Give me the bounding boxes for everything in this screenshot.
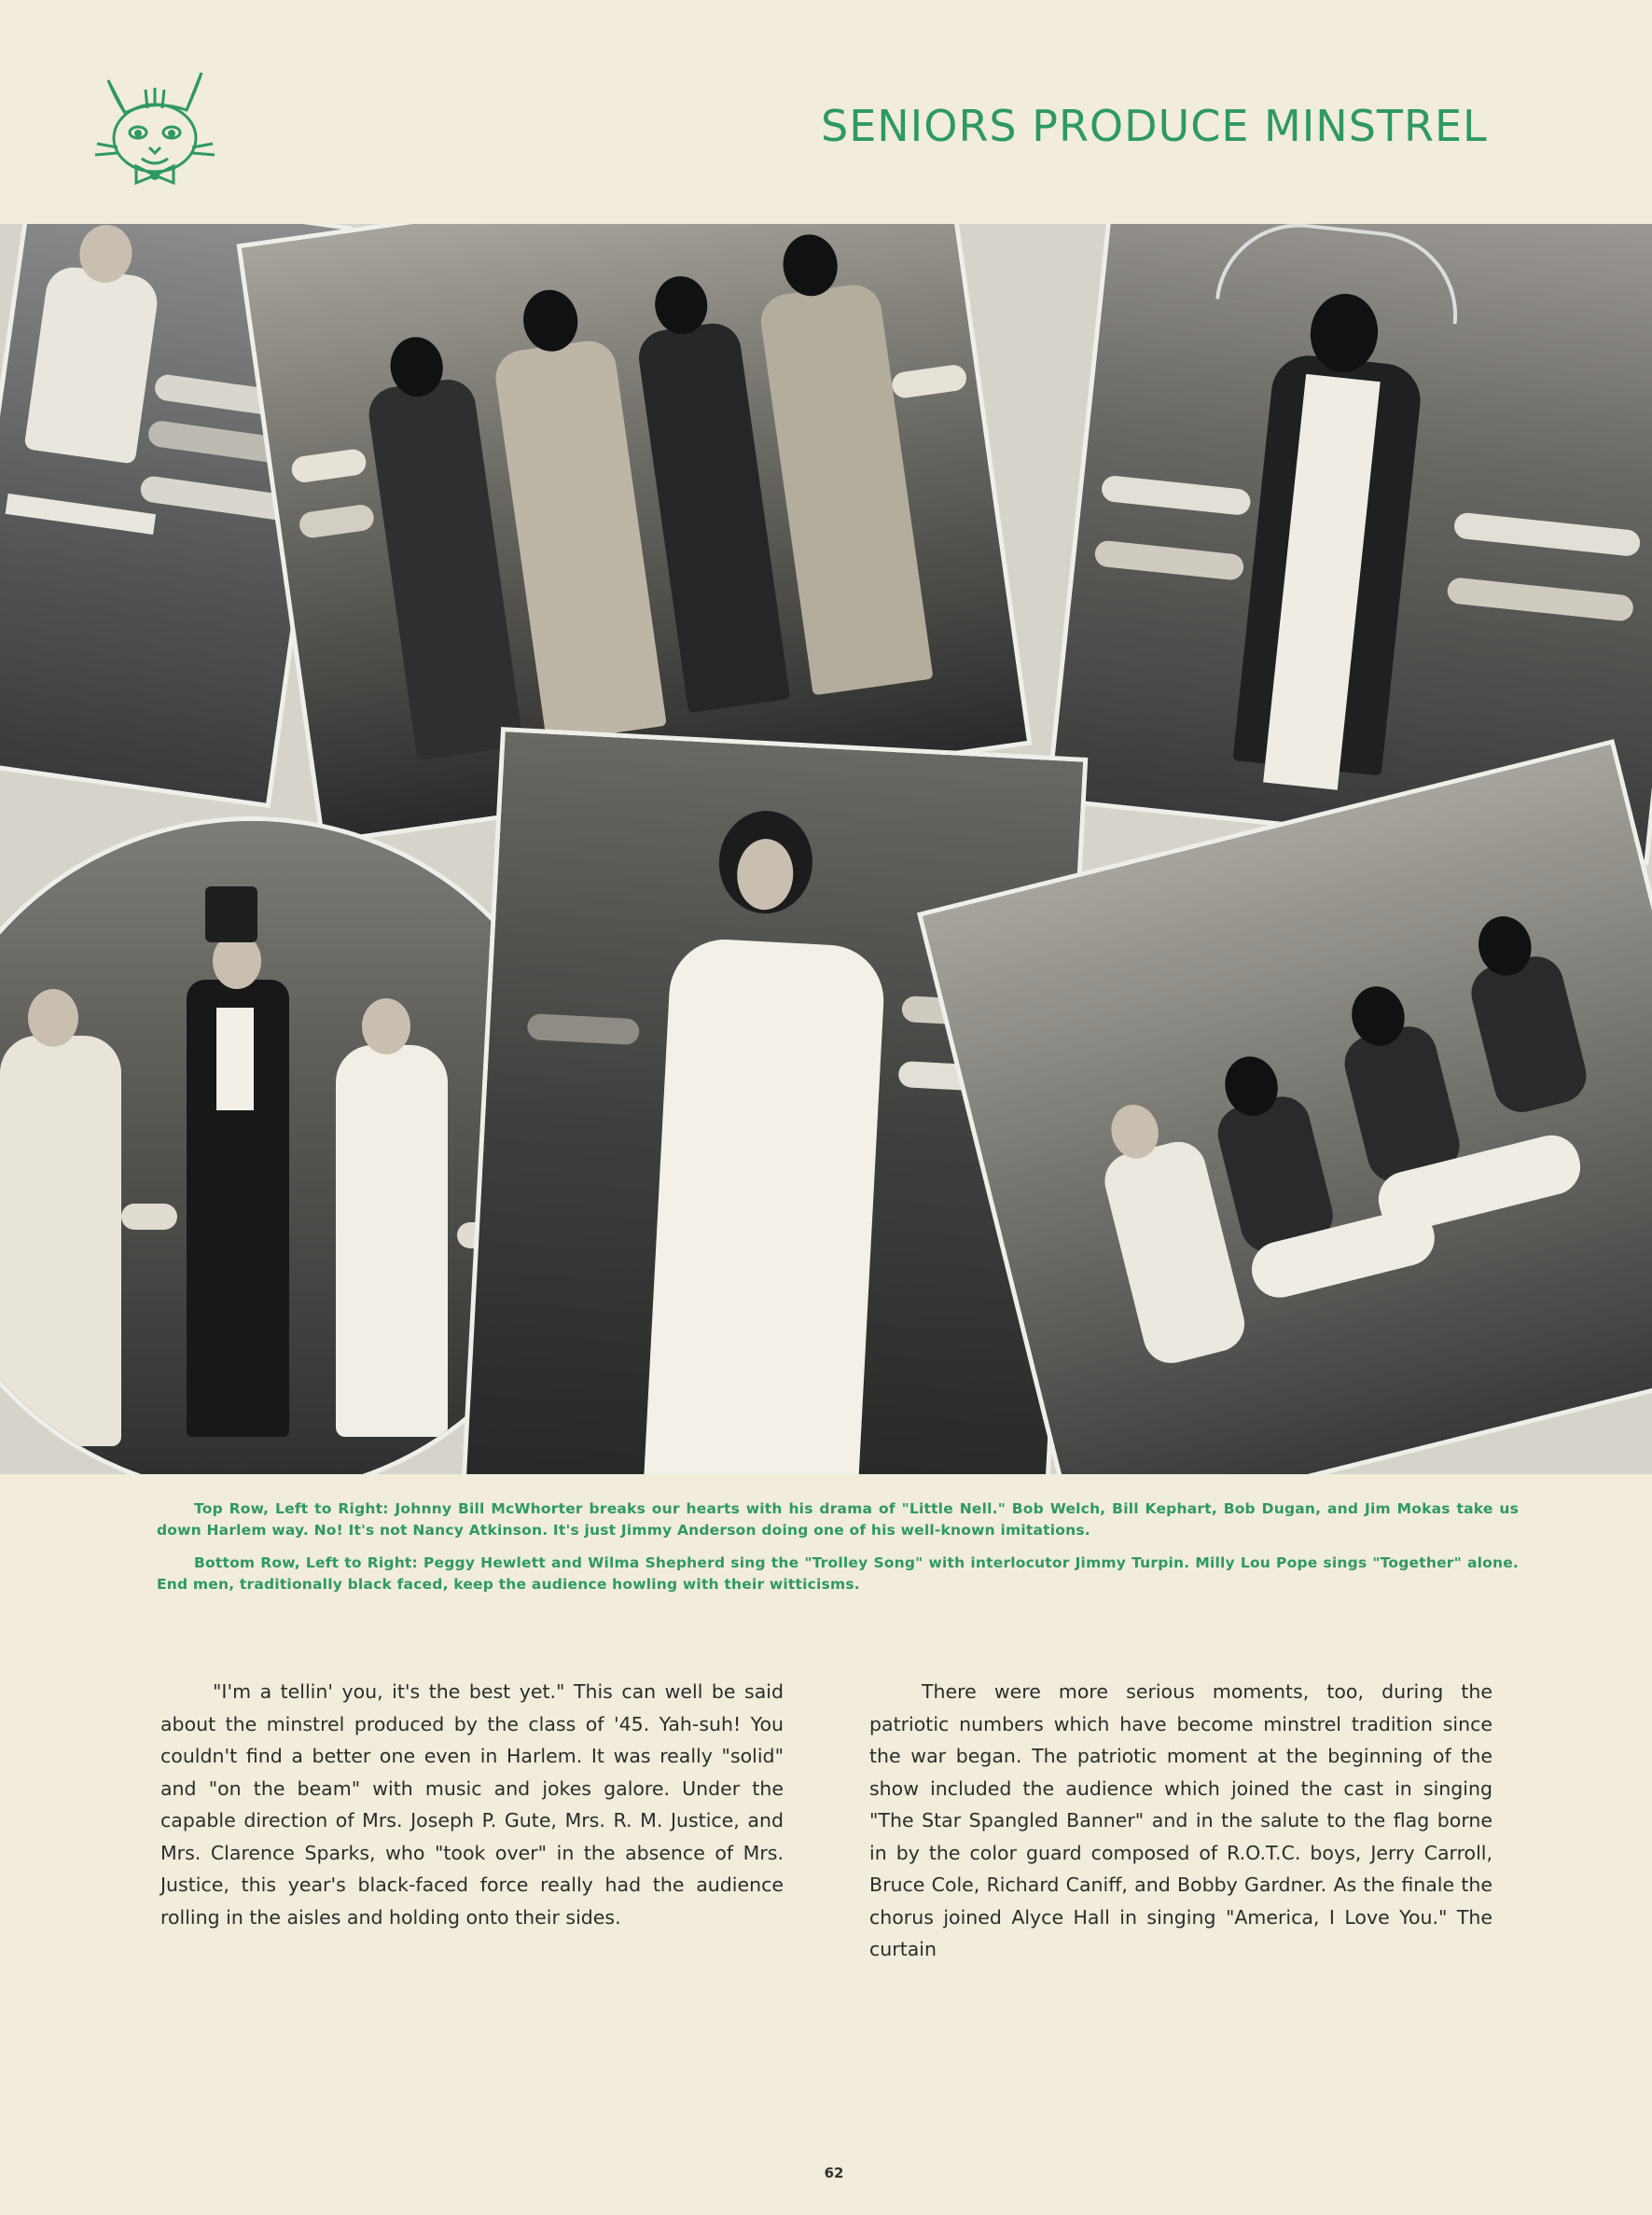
- photo-collage: [0, 224, 1652, 1474]
- body-paragraph-right: There were more serious moments, too, during the patriotic numbers which have become minstrel tradition since the war began. The patriotic moment at the beginning of the show included the audience which joined the cast in singing "The Star Spangled Banner" and in the salute to the flag borne in by the color guard composed of R.O.T.C. boys, Jerry Carroll, Bruce Cole, Richard Caniff, and Bobby Gardner. As the finale the chorus joined Alyce Hall in singing "America, I Love You." The curtain: [869, 1680, 1492, 1960]
- cat-head-bowtie-icon: [90, 62, 220, 202]
- body-column-right: [869, 1676, 1492, 1966]
- caption-top-row: Top Row, Left to Right: Johnny Bill McWhorter breaks our hearts with his drama of "Little Nell." Bob Welch, Bill Kephart, Bob Dugan, and Jim Mokas take us down Harlem way. No! It's not Nancy Atkinson. It's just Jimmy Anderson doing one of his well-known imitations.: [157, 1500, 1519, 1539]
- page-number: 62: [824, 2165, 844, 2181]
- body-column-left: [160, 1676, 784, 1933]
- caption-bottom-row: Bottom Row, Left to Right: Peggy Hewlett and Wilma Shepherd sing the "Trolley Song" with interlocutor Jimmy Turpin. Milly Lou Pope sings "Together" alone. End men, traditionally black faced, keep the audience howling with their witticisms.: [157, 1554, 1519, 1593]
- body-paragraph-left: "I'm a tellin' you, it's the best yet." This can well be said about the minstrel produced by the class of '45. Yah-suh! You couldn't find a better one even in Harlem. It was really "solid" and "on the beam" with music and jokes galore. Under the capable direction of Mrs. Joseph P. Gute, Mrs. R. M. Justice, and Mrs. Clarence Sparks, who "took over" in the absence of Mrs. Justice, this year's black-faced force really had the audience rolling in the aisles and holding onto their sides.: [160, 1680, 784, 1929]
- photo-captions: [157, 1498, 1519, 1607]
- page-title: SENIORS PRODUCE MINSTREL: [821, 101, 1488, 151]
